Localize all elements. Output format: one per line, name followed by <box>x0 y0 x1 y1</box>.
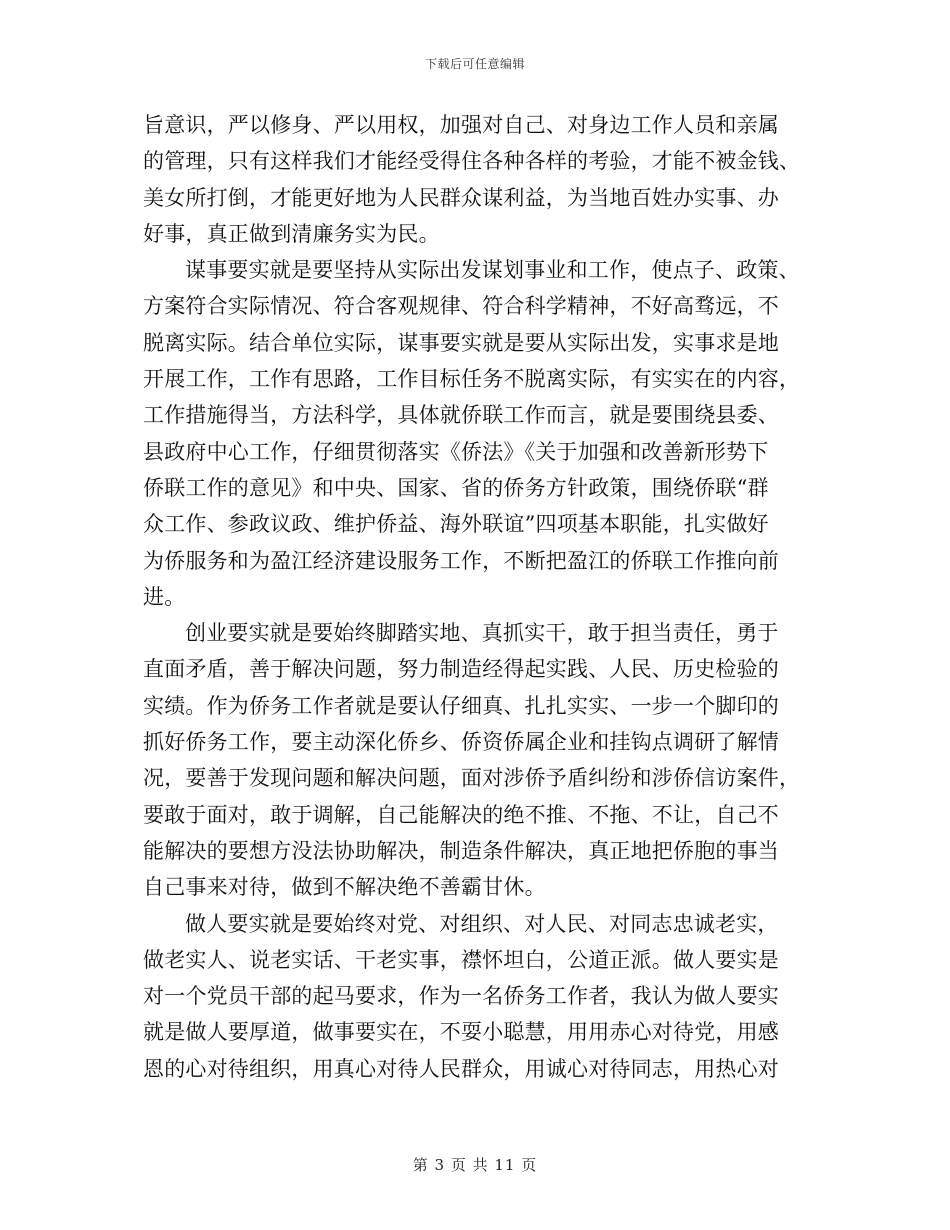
text-line: 美女所打倒，才能更好地为人民群众谋利益，为当地百姓办实事、办 <box>143 185 779 210</box>
body-text <box>143 107 805 1087</box>
text-line: 的管理，只有这样我们才能经受得住各种各样的考验，才能不被金钱、 <box>143 149 801 174</box>
text-line: 抓好侨务工作，要主动深化侨乡、侨资侨属企业和挂钩点调研了解情 <box>143 730 779 755</box>
text-line: 方案符合实际情况、符合客观规律、符合科学精神，不好高骛远，不 <box>143 294 779 319</box>
text-line: 恩的心对待组织，用真心对待人民群众，用诚心对待同志，用热心对 <box>143 1056 779 1081</box>
text-line: 县政府中心工作，仔细贯彻落实《侨法》《关于加强和改善新形势下 <box>143 439 769 464</box>
text-line: 旨意识，严以修身、严以用权，加强对自己、对身边工作人员和亲属 <box>143 113 779 137</box>
text-line: 直面矛盾，善于解决问题，努力制造经得起实践、人民、历史检验的 <box>143 657 779 682</box>
text-line: 脱离实际。结合单位实际，谋事要实就是要从实际出发，实事求是地 <box>143 330 779 355</box>
text-line: 侨联工作的意见》和中央、国家、省的侨务方针政策，围绕侨联“群 <box>143 475 769 500</box>
text-line: 进。 <box>143 584 186 609</box>
text-line: 做人要实就是要始终对党、对组织、对人民、对同志忠诚老实， <box>185 911 779 936</box>
header-note: 下载后可任意编辑 <box>424 57 525 71</box>
text-line: 能解决的要想方没法协助解决，制造条件解决，真正地把侨胞的事当 <box>143 838 779 863</box>
page-number-footer: 第 3 页 共 11 页 <box>412 1156 538 1174</box>
text-line: 实绩。作为侨务工作者就是要认仔细真、扎扎实实、一步一个脚印的 <box>143 693 779 718</box>
text-line: 做老实人、说老实话、干老实事，襟怀坦白，公道正派。做人要实是 <box>143 947 779 972</box>
text-line: 自己事来对待，做到不解决绝不善霸甘休。 <box>143 875 546 900</box>
text-line: 创业要实就是要始终脚踏实地、真抓实干，敢于担当责任，勇于 <box>185 621 779 646</box>
text-line: 要敢于面对，敢于调解，自己能解决的绝不推、不拖、不让，自己不 <box>143 802 779 827</box>
text-line: 对一个党员干部的起马要求，作为一名侨务工作者，我认为做人要实 <box>143 984 779 1009</box>
text-line: 众工作、参政议政、维护侨益、海外联谊”四项基本职能，扎实做好 <box>143 512 769 537</box>
text-line: 谋事要实就是要坚持从实际出发谋划事业和工作，使点子、政策、 <box>185 258 800 283</box>
text-line: 开展工作，工作有思路，工作目标任务不脱离实际，有实实在的内容， <box>143 367 801 392</box>
text-line: 况，要善于发现问题和解决问题，面对涉侨予盾纠纷和涉侨信访案件， <box>143 766 801 791</box>
text-line: 工作措施得当，方法科学，具体就侨联工作而言，就是要围绕县委、 <box>143 403 779 428</box>
text-line: 就是做人要厚道，做事要实在，不耍小聪慧，用用赤心对待党，用感 <box>143 1020 779 1045</box>
text-line: 为侨服务和为盈江经济建设服务工作，不断把盈江的侨联工作推向前 <box>143 548 779 573</box>
text-line: 好事，真正做到清廉务实为民。 <box>143 221 440 246</box>
